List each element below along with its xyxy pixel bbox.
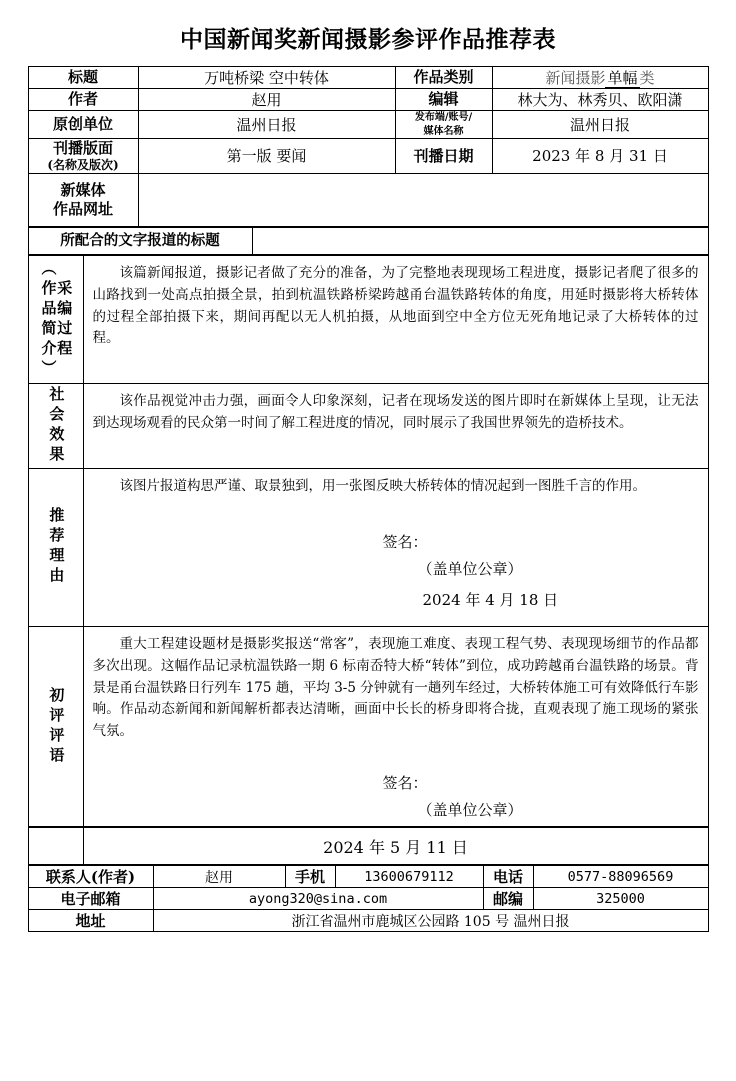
value-publisher: 温州日报 (492, 111, 708, 139)
label-initial-review-text: 初评评语 (47, 686, 66, 767)
table-row-final-date (28, 828, 708, 865)
label-category: 作品类别 (395, 67, 492, 89)
label-social-effect (28, 384, 83, 469)
value-mobile: 13600679112 (335, 866, 483, 888)
value-zip: 325000 (533, 888, 708, 910)
label-publisher-line1: 发布端/账号/ (414, 112, 473, 123)
final-date-left-blank (28, 828, 83, 865)
final-date-value: 2024 年 5 月 11 日 (83, 828, 708, 865)
table-row-companion-headline (28, 227, 708, 254)
value-editor: 林大为、林秀贝、欧阳潇 (492, 89, 708, 111)
value-address: 浙江省温州市鹿城区公园路 105 号 温州日报 (153, 910, 708, 932)
label-edition-line1: 刊播版面 (52, 139, 113, 157)
label-title: 标题 (28, 67, 138, 89)
value-newmedia-url[interactable] (138, 173, 708, 226)
label-initial-review (28, 626, 83, 826)
category-suffix: 类 (639, 69, 655, 87)
signature-date-recommendation: 2024 年 4 月 18 日 (422, 590, 559, 609)
spacer-process (84, 357, 708, 383)
seal-label-recommendation: （盖单位公章） (417, 559, 523, 578)
text-social-effect: 该作品视觉冲击力强，画面令人印象深刻，记者在现场发送的图片即时在新媒体上呈现，让无法到达现场观看的民众第一时间了解工程进度的情况，同时展示了我国世界领先的造桥技术。 (92, 393, 699, 432)
category-prefix: 新闻摄影 (545, 69, 606, 87)
spacer-recommendation (84, 616, 708, 626)
vertical-label-wrap-recommendation (29, 507, 83, 587)
content-sections-table (28, 255, 709, 827)
label-companion-headline: 所配合的文字报道的标题 (28, 227, 252, 254)
value-contact-person: 赵用 (153, 866, 285, 888)
table-row-title (28, 67, 708, 89)
section-row-recommendation (28, 469, 708, 627)
label-author: 作者 (28, 89, 138, 111)
signature-label-recommendation: 签名： (382, 532, 428, 551)
label-process-left: （作品简介） (39, 259, 58, 380)
label-publisher-line2: 媒体名称 (423, 125, 464, 137)
seal-label-initial-review: （盖单位公章） (417, 801, 523, 820)
label-editor: 编辑 (395, 89, 492, 111)
label-social-effect-text: 社会效果 (47, 386, 66, 467)
signature-label-initial-review: 签名： (382, 774, 428, 793)
value-email: ayong320@sina.com (153, 888, 483, 910)
label-address: 地址 (28, 910, 153, 932)
section-row-process (28, 255, 708, 383)
table-row-origin-unit (28, 111, 708, 139)
text-recommendation: 该图片报道构思严谨、取景独到，用一张图反映大桥转体的情况起到一图胜千言的作用。 (119, 478, 646, 495)
contact-table (28, 865, 709, 932)
table-row-edition (28, 139, 708, 174)
value-phone: 0577-88096569 (533, 866, 708, 888)
label-newmedia-line1: 新媒体 (60, 181, 106, 199)
vertical-label-wrap-initial-review (29, 687, 83, 767)
category-mid: 单幅 (607, 69, 638, 87)
label-email: 电子邮箱 (28, 888, 153, 910)
vertical-label-wrap-social (29, 386, 83, 466)
text-initial-review: 重大工程建设题材是摄影奖报送“常客”，表现施工难度、表现工程气势、表现现场细节的作品都多次出现。这幅作品记录杭温铁路一期 6 标南岙特大桥“转体”到位，成功跨越甬台温铁路的场景。背景是甬台温铁路日行列车 175 趟，平均 3-5 分钟就有一趟列车经过，大桥转体施工可有效降低行车影响。作品动态新闻和新闻解析都表达清晰，画面中长长的桥身即将合拢，直观表现了施工现场的紧张气氛。 (92, 635, 699, 740)
value-pubdate: 2023 年 8 月 31 日 (492, 139, 708, 174)
section-body-process (83, 255, 708, 383)
value-origin-unit: 温州日报 (138, 111, 395, 139)
value-title: 万吨桥梁 空中转体 (138, 67, 395, 89)
label-process-right: 采编过程 (55, 279, 74, 360)
value-edition: 第一版 要闻 (138, 139, 395, 174)
final-date-table (28, 827, 709, 865)
label-mobile: 手机 (285, 866, 335, 888)
spacer-social (84, 442, 708, 468)
text-process: 该篇新闻报道，摄影记者做了充分的准备，为了完整地表现现场工程进度，摄影记者爬了很多的山路找到一处高点拍摄全景，拍到杭温铁路桥梁跨越甬台温铁路转体的角度，用延时摄影将大桥转体的过程全部拍摄下来，期间再配以无人机拍摄，从地面到空中全方位无死角地记录了大桥转体的过程。 (92, 264, 699, 347)
section-body-initial-review (83, 626, 708, 826)
label-newmedia-url (28, 173, 138, 226)
table-row-address (28, 910, 708, 932)
value-category (492, 67, 708, 89)
table-row-contact-person (28, 866, 708, 888)
label-publisher (395, 111, 492, 139)
section-row-social-effect (28, 384, 708, 469)
value-companion-headline[interactable] (252, 227, 708, 254)
label-edition (28, 139, 138, 174)
label-contact-person: 联系人(作者) (28, 866, 153, 888)
companion-headline-table (28, 227, 709, 255)
label-process (28, 255, 83, 383)
label-edition-line2: (名称及版次) (47, 157, 119, 172)
value-author: 赵用 (138, 89, 395, 111)
page-title: 中国新闻奖新闻摄影参评作品推荐表 (180, 26, 556, 53)
label-zip: 邮编 (483, 888, 533, 910)
table-row-author (28, 89, 708, 111)
vertical-label-wrap-process (29, 260, 83, 380)
label-recommendation-text: 推荐理由 (47, 507, 66, 588)
section-row-initial-review (28, 626, 708, 826)
recommendation-form-table (28, 66, 709, 227)
label-origin-unit: 原创单位 (28, 111, 138, 139)
section-body-recommendation (83, 469, 708, 627)
table-row-email (28, 888, 708, 910)
signature-block-initial-review (84, 750, 708, 826)
signature-block-recommendation (84, 505, 708, 616)
table-row-newmedia-url (28, 173, 708, 226)
label-recommendation (28, 469, 83, 627)
label-newmedia-line2: 作品网址 (52, 199, 113, 218)
label-phone: 电话 (483, 866, 533, 888)
label-pubdate: 刊播日期 (395, 139, 492, 174)
section-body-social-effect (83, 384, 708, 469)
